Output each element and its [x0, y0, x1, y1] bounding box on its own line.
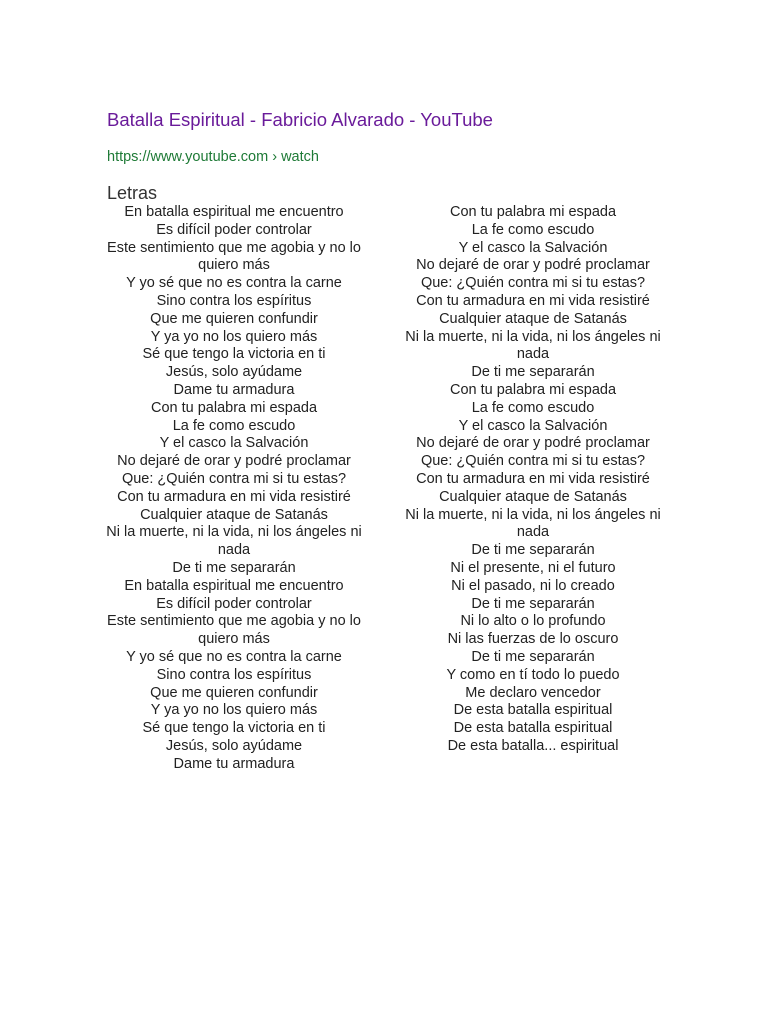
lyric-line: Ni el pasado, ni lo creado — [451, 577, 615, 594]
lyric-line: Y ya yo no los quiero más — [150, 702, 318, 719]
lyric-line: Y el casco la Salvación — [458, 417, 608, 434]
lyric-line: La fe como escudo — [471, 399, 595, 416]
lyric-line: Que: ¿Quién contra mi si tu estas? — [420, 453, 646, 470]
lyric-line: Y yo sé que no es contra la carne — [126, 648, 342, 665]
lyric-line: Y el casco la Salvación — [458, 239, 608, 256]
lyric-line: De esta batalla espiritual — [453, 720, 613, 737]
lyric-line: Y el casco la Salvación — [159, 435, 309, 452]
lyric-line: Jesús, solo ayúdame — [165, 364, 303, 381]
lyric-line: Con tu palabra mi espada — [150, 399, 318, 416]
lyric-line: Sé que tengo la victoria en ti — [142, 346, 326, 363]
lyric-line: Es difícil poder controlar — [156, 595, 312, 612]
lyric-line: Con tu armadura en mi vida resistiré — [416, 470, 650, 487]
lyric-line: En batalla espiritual me encuentro — [124, 577, 344, 594]
lyric-line: No dejaré de orar y podré proclamar — [117, 453, 351, 470]
lyric-line: En batalla espiritual me encuentro — [124, 204, 344, 220]
lyric-line: Jesús, solo ayúdame — [165, 737, 303, 754]
lyric-line: La fe como escudo — [471, 221, 595, 238]
lyric-line: Con tu palabra mi espada — [449, 204, 617, 220]
lyric-line: De ti me separarán — [471, 364, 595, 381]
lyric-line: Ni lo alto o lo profundo — [460, 613, 606, 630]
lyric-line: Me declaro vencedor — [465, 684, 601, 701]
lyric-line: Ni la muerte, ni la vida, ni los ángeles ni nada — [405, 506, 661, 541]
lyric-line: De ti me separarán — [471, 595, 595, 612]
lyric-line: Cualquier ataque de Satanás — [140, 506, 328, 523]
lyric-line: Ni el presente, ni el futuro — [450, 559, 616, 576]
lyric-line: No dejaré de orar y podré proclamar — [416, 257, 650, 274]
lyric-line: Ni la muerte, ni la vida, ni los ángeles ni nada — [106, 524, 362, 559]
lyric-line: Que me quieren confundir — [150, 310, 318, 327]
lyric-line: No dejaré de orar y podré proclamar — [416, 435, 650, 452]
lyric-line: Dame tu armadura — [173, 381, 295, 398]
lyric-line: Que me quieren confundir — [150, 684, 318, 701]
lyric-line: Ni las fuerzas de lo oscuro — [447, 631, 619, 648]
lyric-line: Sino contra los espíritus — [156, 292, 312, 309]
lyric-line: Que: ¿Quién contra mi si tu estas? — [121, 470, 347, 487]
lyric-line: Cualquier ataque de Satanás — [439, 310, 627, 327]
lyrics-right-column — [405, 204, 661, 756]
lyric-line: Y yo sé que no es contra la carne — [126, 275, 342, 292]
lyric-line: De esta batalla... espiritual — [447, 737, 619, 754]
lyric-line: Cualquier ataque de Satanás — [439, 488, 627, 505]
lyric-line: La fe como escudo — [172, 417, 296, 434]
lyric-line: Es difícil poder controlar — [156, 221, 312, 238]
lyric-line: Sé que tengo la victoria en ti — [142, 720, 326, 737]
lyric-line: Este sentimiento que me agobia y no lo quiero más — [107, 613, 361, 648]
result-title-link[interactable]: Batalla Espiritual - Fabricio Alvarado - YouTube — [107, 109, 493, 130]
lyric-line: Con tu armadura en mi vida resistiré — [416, 292, 650, 309]
lyric-line: Con tu palabra mi espada — [449, 381, 617, 398]
lyrics-left-column — [106, 204, 362, 774]
lyric-line: Con tu armadura en mi vida resistiré — [117, 488, 351, 505]
lyric-line: Y como en tí todo lo puedo — [446, 666, 620, 683]
lyric-line: Y ya yo no los quiero más — [150, 328, 318, 345]
lyric-line: Que: ¿Quién contra mi si tu estas? — [420, 275, 646, 292]
lyric-line: De esta batalla espiritual — [453, 702, 613, 719]
lyric-line: De ti me separarán — [172, 559, 296, 576]
lyrics-heading: Letras — [107, 183, 158, 203]
lyric-line: De ti me separarán — [471, 648, 595, 665]
result-url[interactable]: https://www.youtube.com › watch — [107, 149, 319, 165]
lyric-line: Sino contra los espíritus — [156, 666, 312, 683]
lyric-line: Ni la muerte, ni la vida, ni los ángeles ni nada — [405, 328, 661, 363]
lyric-line: Este sentimiento que me agobia y no lo quiero más — [107, 239, 361, 274]
lyric-line: Dame tu armadura — [173, 755, 295, 772]
lyric-line: De ti me separarán — [471, 542, 595, 559]
